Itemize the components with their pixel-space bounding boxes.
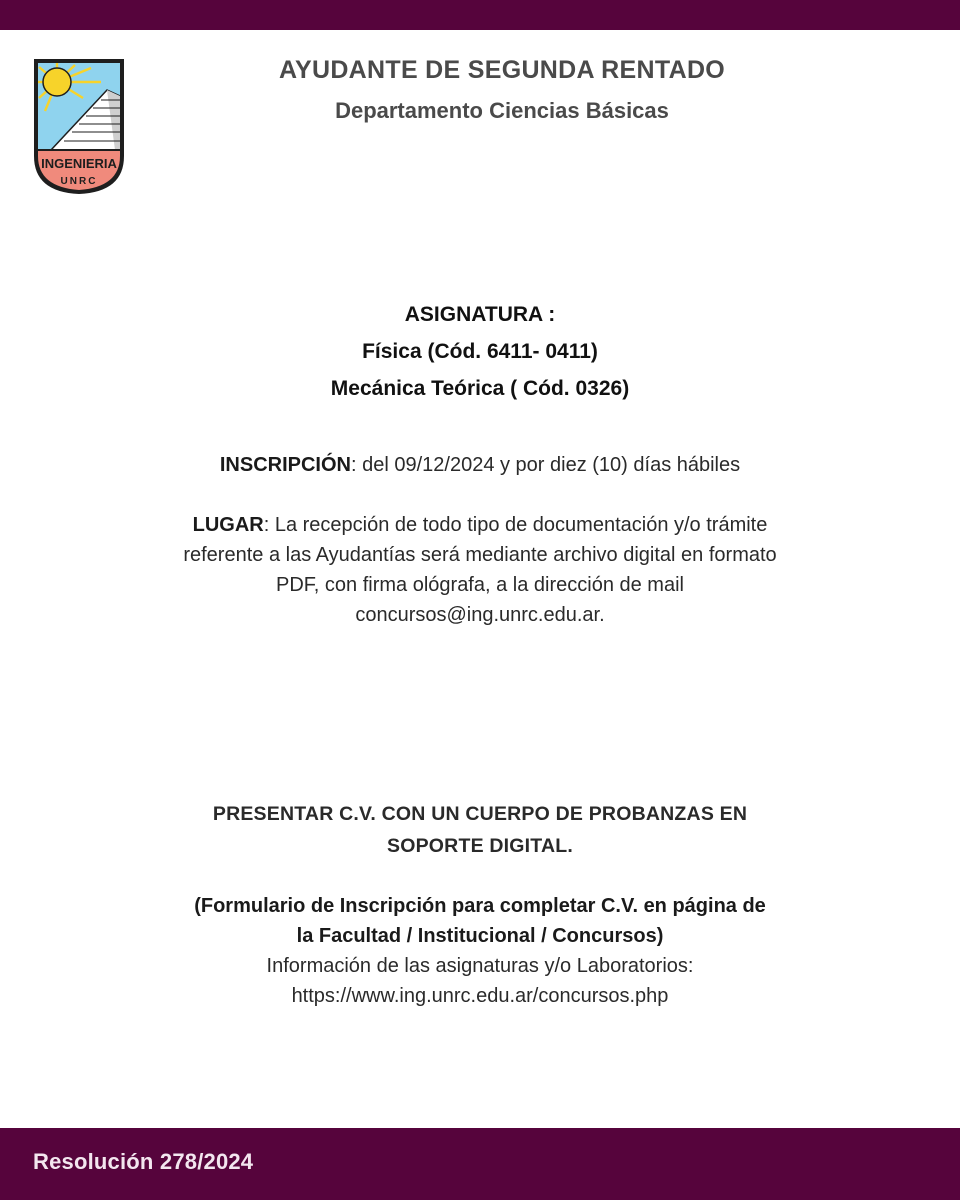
requirement-line: SOPORTE DIGITAL. [387, 835, 573, 857]
inscription-text: : del 09/12/2024 y por diez (10) días hábiles [350, 454, 741, 476]
page-title: AYUDANTE DE SEGUNDA RENTADO [278, 56, 726, 84]
footer-band [0, 1128, 960, 1200]
inscription-section [0, 450, 960, 480]
top-band [0, 0, 960, 30]
resolution-label: Resolución 278/2024 [33, 1149, 254, 1174]
form-note-line: (Formulario de Inscripción para completar C.V. en página de [194, 895, 766, 917]
logo-text-top: INGENIERIA [41, 156, 117, 171]
subject-item: Mecánica Teórica ( Cód. 0326) [330, 377, 630, 400]
subject-section [0, 296, 960, 407]
place-label: LUGAR [192, 514, 264, 536]
inscription-line [0, 450, 960, 480]
concursos-url: https://www.ing.unrc.edu.ar/concursos.php [291, 985, 669, 1007]
place-text-1: : La recepción de todo tipo de documentación y/o trámite [263, 514, 768, 536]
form-info-section [0, 891, 960, 1011]
contact-email: concursos@ing.unrc.edu.ar. [355, 604, 605, 626]
place-section [0, 510, 960, 630]
form-note-line: la Facultad / Institucional / Concursos) [296, 925, 664, 947]
logo-text-bottom: UNRC [60, 176, 98, 187]
place-line [0, 510, 960, 540]
subjects-info-line: Información de las asignaturas y/o Laboratorios: [266, 955, 694, 977]
inscription-label: INSCRIPCIÓN [219, 454, 351, 476]
subject-item: Física (Cód. 6411- 0411) [362, 340, 598, 363]
place-line: PDF, con firma ológrafa, a la dirección de mail [276, 574, 684, 596]
place-line: referente a las Ayudantías será mediante archivo digital en formato [183, 544, 777, 566]
requirement-section [0, 798, 960, 862]
subject-heading: ASIGNATURA : [404, 303, 556, 326]
department-subtitle: Departamento Ciencias Básicas [335, 98, 669, 123]
requirement-line: PRESENTAR C.V. CON UN CUERPO DE PROBANZAS EN [212, 803, 748, 825]
